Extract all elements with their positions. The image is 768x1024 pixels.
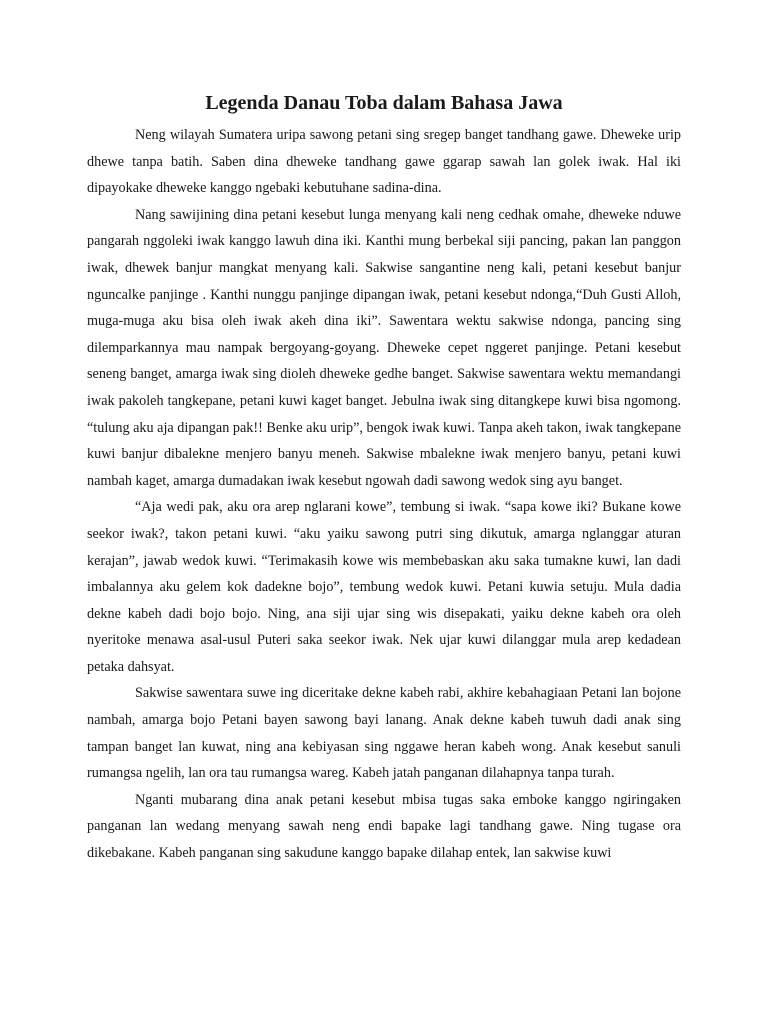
paragraph-3: “Aja wedi pak, aku ora arep nglarani kowe”, tembung si iwak. “sapa kowe iki? Bukane kowe seekor iwak?, takon petani kuwi. “aku yaiku sawong putri sing dikutuk, amarga nglanggar aturan kerajan”, jawab wedok kuwi. “Terimakasih kowe wis membebaskan aku saka tumakne kuwi, lan dadi imbalannya aku gelem kok dadekne bojo”, tembung wedok kuwi. Petani kuwia setuju. Mula dadia dekne kabeh dadi bojo bojo. Ning, ana siji ujar sing wis disepakati, yaiku dekne kabeh ora oleh nyeritoke menawa asal-usul Puteri saka seekor iwak. Nek ujar kuwi dilanggar mula arep kedadean petaka dahsyat. bbox=[87, 499, 681, 675]
paragraph-4: Sakwise sawentara suwe ing diceritake dekne kabeh rabi, akhire kebahagiaan Petani lan bojone nambah, amarga bojo Petani bayen sawong bayi lanang. Anak dekne kabeh tuwuh dadi anak sing tampan banget lan kuwat, ning ana kebiyasan sing nggawe heran kabeh wong. Anak kesebut sanuli rumangsa ngelih, lan ora tau rumangsa wareg. Kabeh jatah panganan dilahapnya tanpa turah. bbox=[87, 685, 681, 782]
paragraph-1: Neng wilayah Sumatera uripa sawong petani sing sregep banget tandhang gawe. Dheweke urip dhewe tanpa batih. Saben dina dheweke tandhang gawe ggarap sawah lan golek iwak. Hal iki dipayokake dheweke kanggo ngebaki kebutuhane sadina-dina. bbox=[87, 127, 681, 197]
paragraph-2: Nang sawijining dina petani kesebut lunga menyang kali neng cedhak omahe, dheweke nduwe pangarah nggoleki iwak kanggo lawuh dina iki. Kanthi mung berbekal siji pancing, pakan lan panggon iwak, dhewek banjur mangkat menyang kali. Sakwise sangantine neng kali, petani kesebut banjur nguncalke panjinge . Kanthi nunggu panjinge dipangan iwak, petani kesebut ndonga,“Duh Gusti Alloh, muga-muga aku bisa oleh iwak akeh dina iki”. Sawentara wektu sakwise ndonga, pancing sing dilemparkannya mau nampak bergoyang-goyang. Dheweke cepet nggeret panjinge. Petani kesebut seneng banget, amarga iwak sing dioleh dheweke gedhe banget. Sakwise sawentara wektu memandangi iwak pakoleh tangkepane, petani kuwi kaget banget. Jebulna iwak sing ditangkepe kuwi bisa ngomong. “tulung aku aja dipangan pak!! Benke aku urip”, bengok iwak kuwi. Tanpa akeh takon, iwak tangkepane kuwi banjur dibalekne menjero banyu meneh. Sakwise mbalekne iwak menjero banyu, petani kuwi nambah kaget, amarga dumadakan iwak kesebut ngowah dadi sawong wedok sing ayu banget. bbox=[87, 206, 681, 489]
paragraph-5: Nganti mubarang dina anak petani kesebut mbisa tugas saka emboke kanggo ngiringaken panganan lan wedang menyang sawah neng endi bapake lagi tandhang gawe. Ning tugase ora dikebakane. Kabeh panganan sing sakudune kanggo bapake dilahap entek, lan sakwise kuwi bbox=[87, 791, 681, 862]
document-page bbox=[87, 90, 681, 867]
document-title: Legenda Danau Toba dalam Bahasa Jawa bbox=[205, 92, 563, 114]
